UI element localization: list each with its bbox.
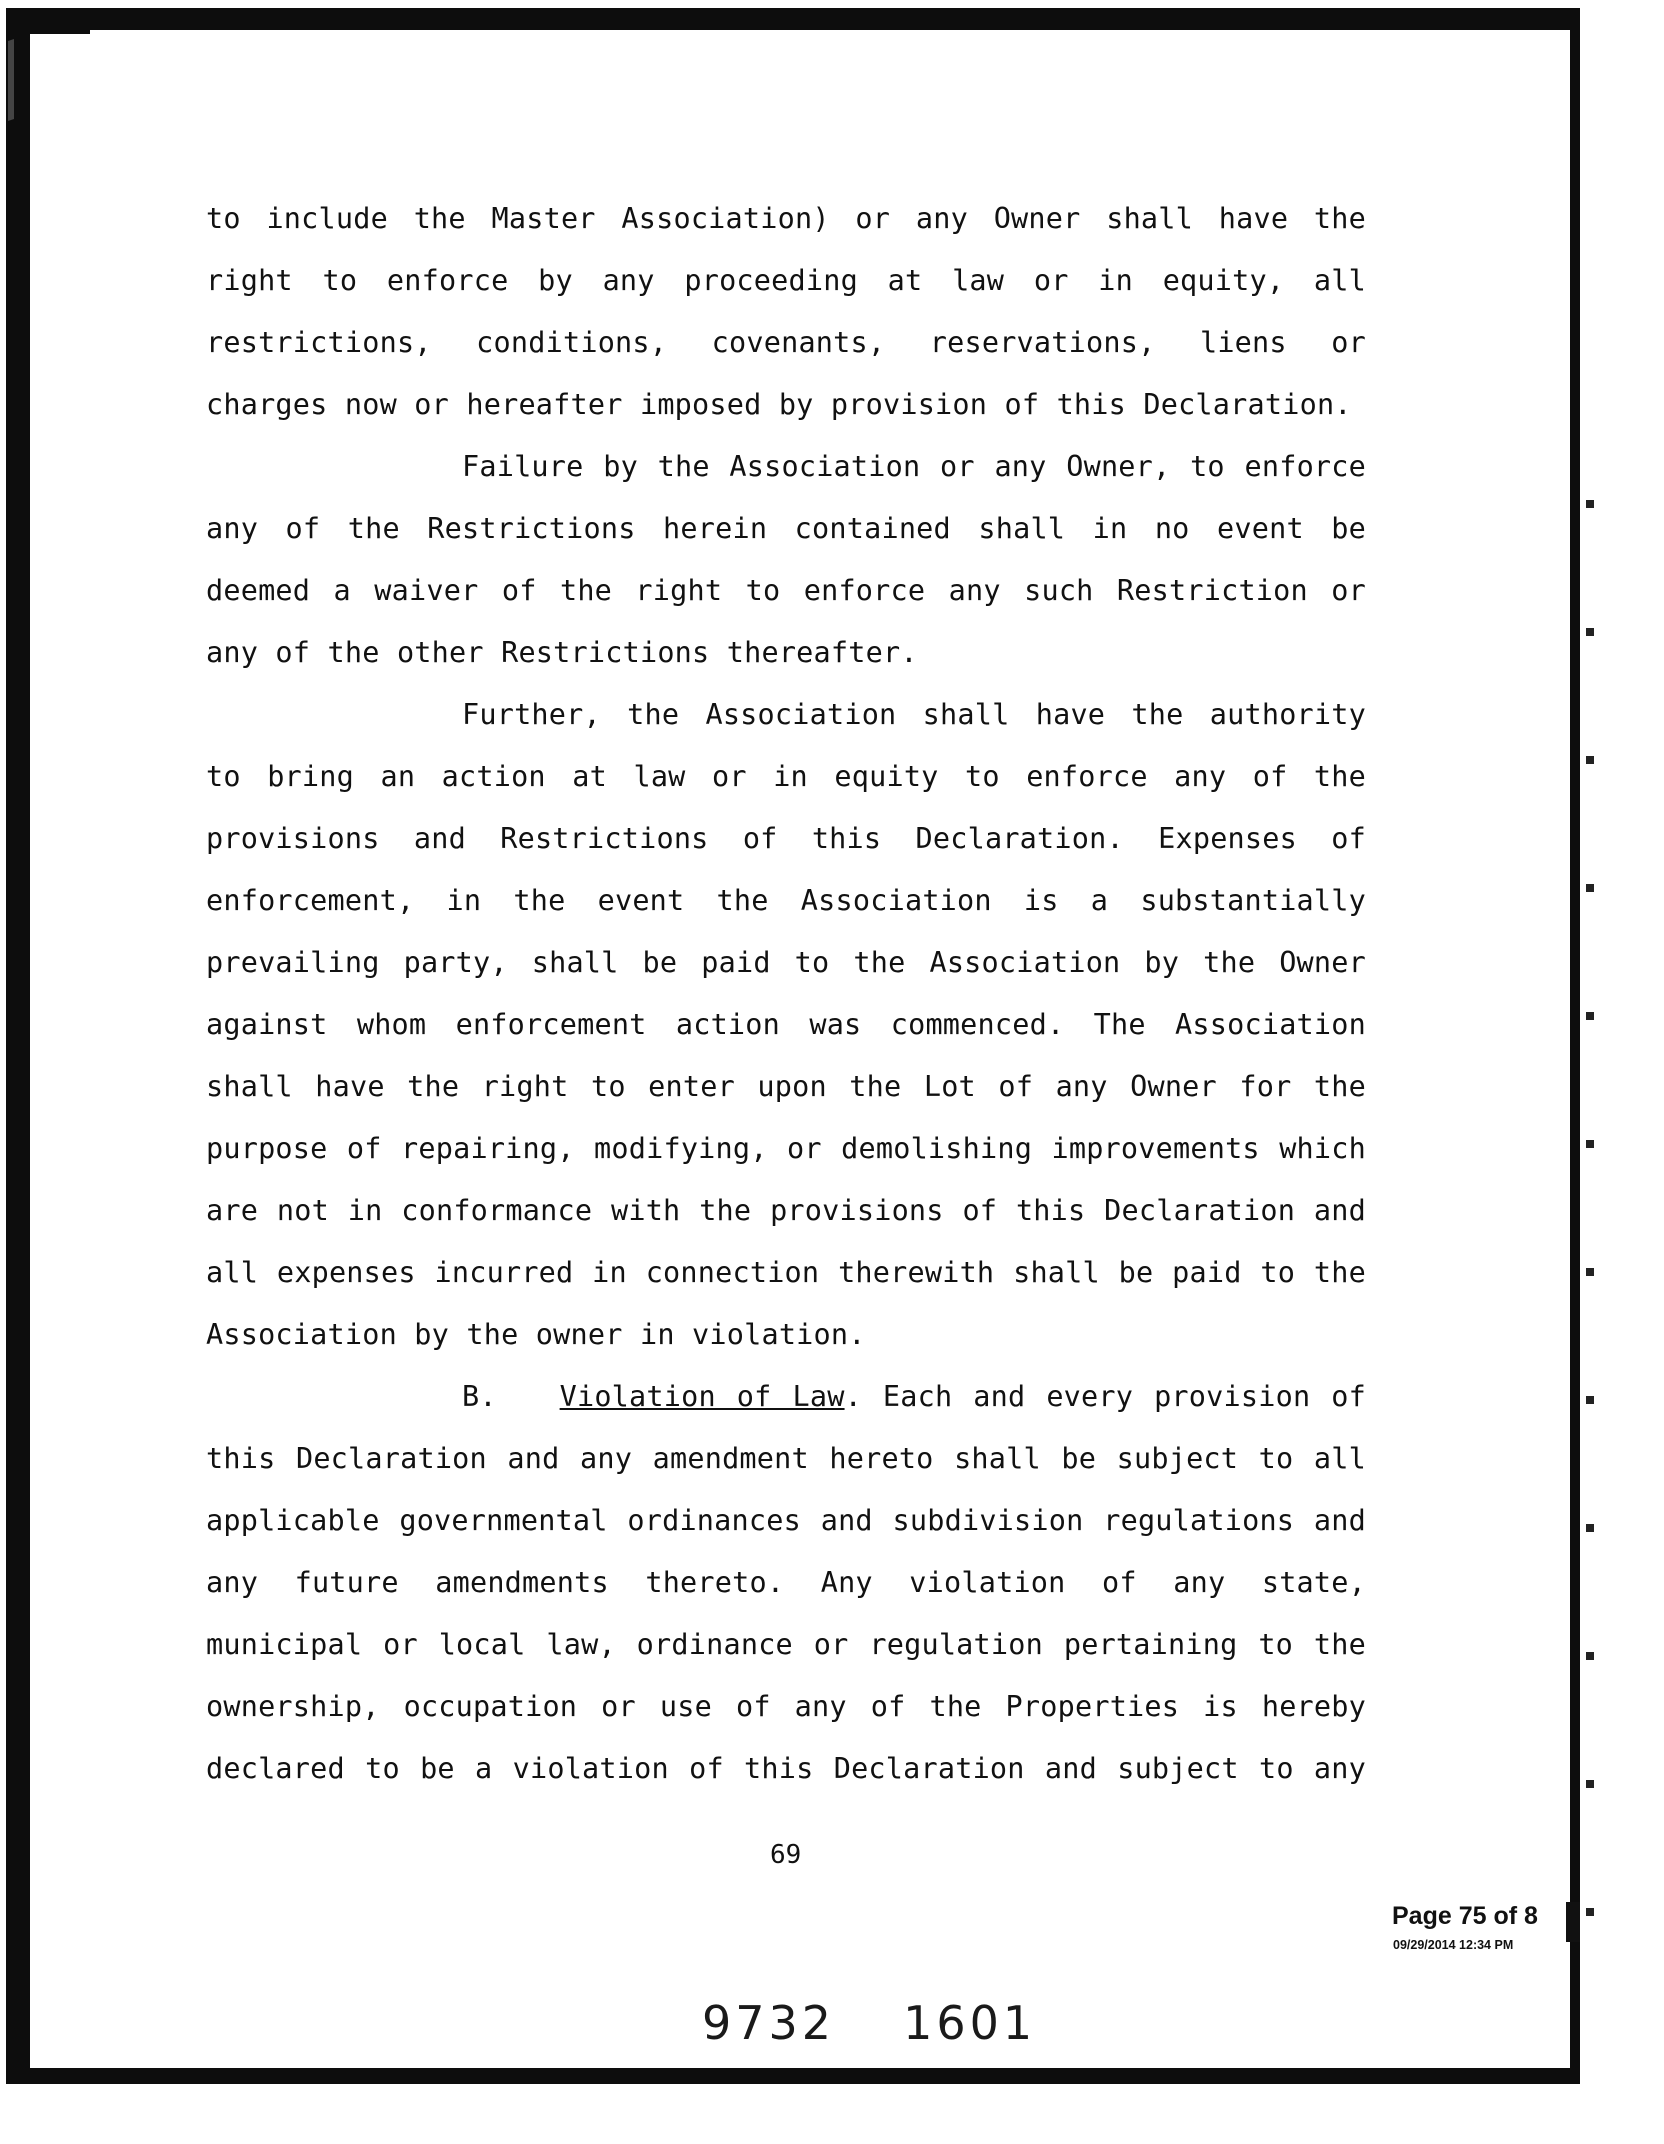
section-heading: Violation of Law [559,1380,845,1413]
section-b-first-line [206,1366,1366,1428]
text-line: any of the Restrictions herein contained shall in no event be [206,512,1366,545]
text-line: any future amendments thereto. Any violation of any state, [206,1566,1366,1599]
paragraph-first-line: Further, the Association shall have the authority [462,698,1366,731]
book-page-number: 1601 [903,1996,1037,2050]
print-timestamp: 09/29/2014 12:34 PM [1393,1938,1514,1952]
text-line: Association by the owner in violation. [206,1318,866,1351]
page-counter: Page 75 of 8 [1392,1902,1538,1930]
text-line: purpose of repairing, modifying, or demolishing improvements which [206,1132,1366,1165]
text-line: enforcement, in the event the Association is a substantially [206,884,1366,917]
text-line: provisions and Restrictions of this Declaration. Expenses of [206,822,1366,855]
text-line: deemed a waiver of the right to enforce any such Restriction or [206,574,1366,607]
text-line: against whom enforcement action was commenced. The Association [206,1008,1366,1041]
text-line: ownership, occupation or use of any of the Properties is hereby [206,1690,1366,1723]
text-line: declared to be a violation of this Declaration and subject to any [206,1752,1366,1785]
text-line: all expenses incurred in connection therewith shall be paid to the [206,1256,1366,1289]
text-line: charges now or hereafter imposed by provision of this Declaration. [206,388,1352,421]
paragraph-first-line: Failure by the Association or any Owner, to enforce [462,450,1366,483]
text-line: prevailing party, shall be paid to the Association by the Owner [206,946,1366,979]
scan-artifact-left [8,39,14,121]
text-line: are not in conformance with the provisions of this Declaration and [206,1194,1366,1227]
text-line: any of the other Restrictions thereafter. [206,636,918,669]
scan-artifact-top [30,26,90,34]
scan-artifact-right-edge [1586,380,1594,1980]
document-body [206,188,1366,1800]
book-number: 9732 [702,1996,836,2050]
scan-artifact-counter [1566,1902,1580,1942]
page-number: 69 [770,1840,802,1870]
text-line: this Declaration and any amendment hereto shall be subject to all [206,1442,1366,1475]
text-line: right to enforce by any proceeding at law or in equity, all [206,264,1366,297]
text-line: to include the Master Association) or any Owner shall have the [206,202,1366,235]
section-first-line-rest: . Each and every provision of [844,1380,1366,1413]
text-line: municipal or local law, ordinance or regulation pertaining to the [206,1628,1366,1661]
book-page-stamp [702,1996,1036,2050]
text-line: restrictions, conditions, covenants, reservations, liens or [206,326,1366,359]
text-line: applicable governmental ordinances and subdivision regulations and [206,1504,1366,1537]
section-label: B. [462,1380,497,1413]
text-line: to bring an action at law or in equity to enforce any of the [206,760,1366,793]
text-line: shall have the right to enter upon the Lot of any Owner for the [206,1070,1366,1103]
